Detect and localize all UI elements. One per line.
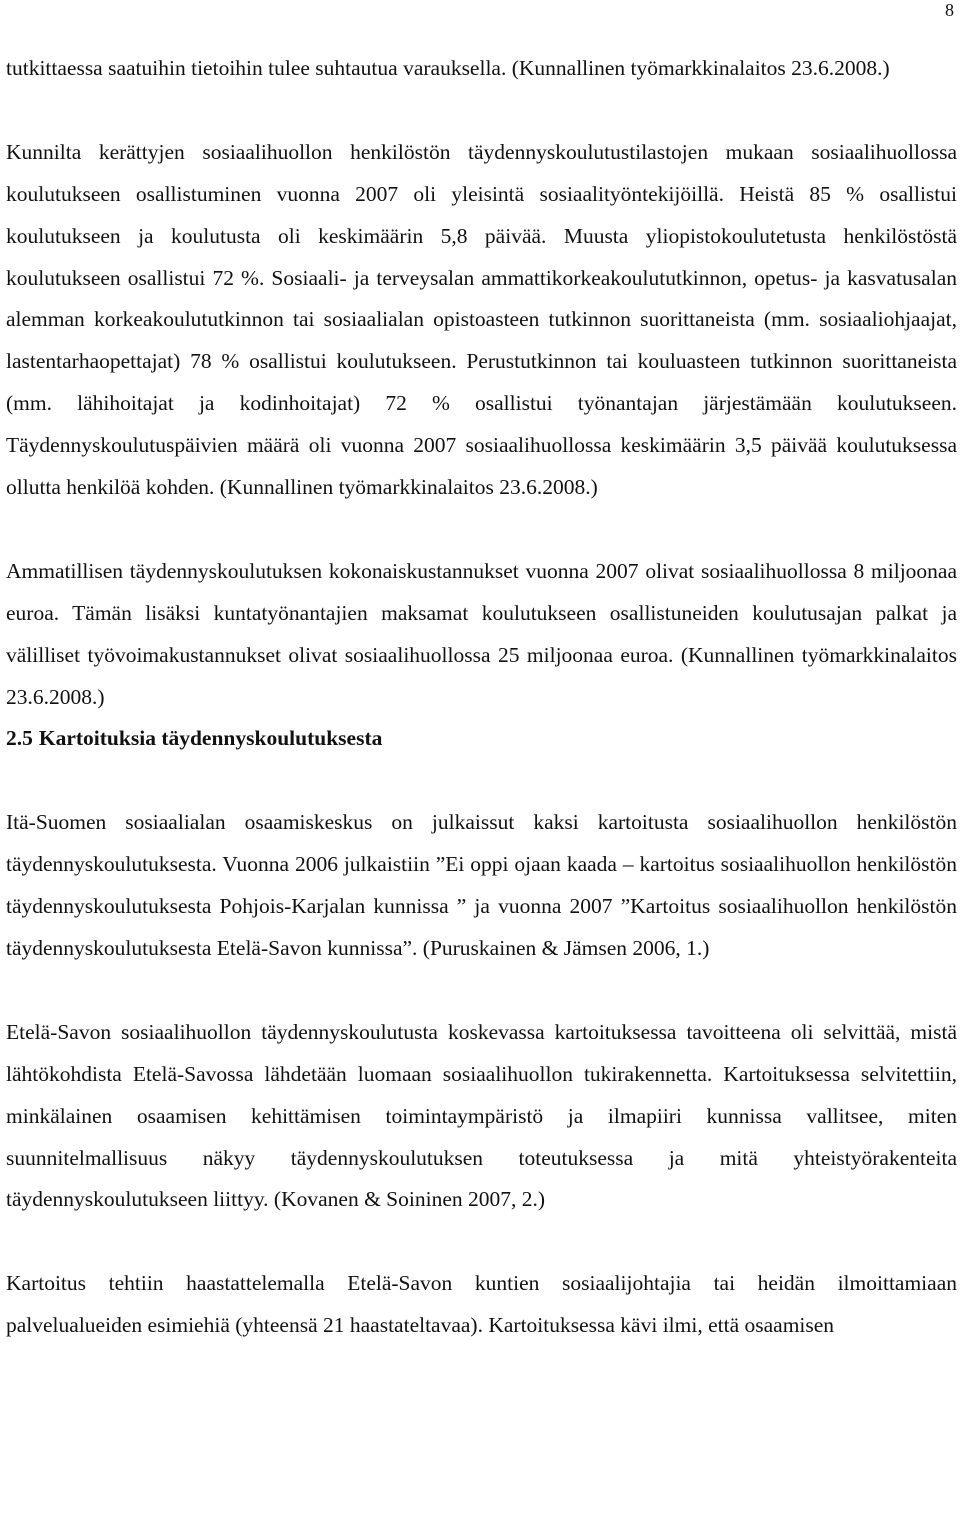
paragraph: Etelä-Savon sosiaalihuollon täydennyskoulutusta koskevassa kartoituksessa tavoitteena oli selvittää, mistä lähtökohdista Etelä-Savossa lähdetään luomaan sosiaalihuollon tukirakennetta. Kartoituksessa selvitettiin, minkälainen osaamisen kehittämisen toimintaympäristö ja ilmapiiri kunnissa vallitsee, miten suunnitelmallisuus näkyy täydennyskoulutuksen toteutuksessa ja mitä yhteistyörakenteita täydennyskoulutukseen liittyy. (Kovanen & Soininen 2007, 2.) <box>6 1019 957 1212</box>
section-number: 2.5 <box>6 726 33 751</box>
paragraph: tutkittaessa saatuihin tietoihin tulee suhtautua varauksella. (Kunnallinen työmarkkinalaitos 23.6.2008.) <box>6 56 890 80</box>
paragraph: Ammatillisen täydennyskoulutuksen kokonaiskustannukset vuonna 2007 olivat sosiaalihuollossa 8 miljoonaa euroa. Tämän lisäksi kuntatyönantajien maksamat koulutukseen osallistuneiden koulutusajan palkat ja välilliset työvoimakustannukset olivat sosiaalihuollossa 25 miljoonaa euroa. (Kunnallinen työmarkkinalaitos 23.6.2008.) <box>6 558 957 709</box>
section-title: Kartoituksia täydennyskoulutuksesta <box>38 726 383 751</box>
paragraph: Itä-Suomen sosiaalialan osaamiskeskus on julkaissut kaksi kartoitusta sosiaalihuollon henkilöstön täydennyskoulutuksesta. Vuonna 2006 julkaistiin ”Ei oppi ojaan kaada – kartoitus sosiaalihuollon henkilöstön täydennyskoulutuksesta Pohjois-Karjalan kunnissa ” ja vuonna 2007 ”Kartoitus sosiaalihuollon henkilöstön täydennyskoulutuksesta Etelä-Savon kunnissa”. (Puruskainen & Jämsen 2006, 1.) <box>6 810 957 960</box>
section-heading <box>6 718 957 760</box>
paragraph: Kunnilta kerättyjen sosiaalihuollon henkilöstön täydennyskoulutustilastojen mukaan sosiaalihuollossa koulutukseen osallistuminen vuonna 2007 oli yleisintä sosiaalityöntekijöillä. Heistä 85 % osallistui koulutukseen ja koulutusta oli keskimäärin 5,8 päivää. Muusta yliopistokoulutetusta henkilöstöstä koulutukseen osallistui 72 %. Sosiaali- ja terveysalan ammattikorkeakoulututkinnon, opetus- ja kasvatusalan alemman korkeakoulututkinnon tai sosiaalialan opistoasteen tutkinnon suorittaneista (mm. sosiaaliohjaajat, lastentarhaopettajat) 78 % osallistui koulutukseen. Perustutkinnon tai kouluasteen tutkinnon suorittaneista (mm. lähihoitajat ja kodinhoitajat) 72 % osallistui työnantajan järjestämään koulutukseen. Täydennyskoulutuspäivien määrä oli vuonna 2007 sosiaalihuollossa keskimäärin 3,5 päivää koulutuksessa ollutta henkilöä kohden. (Kunnallinen työmarkkinalaitos 23.6.2008.) <box>6 139 957 500</box>
page-number: 8 <box>945 0 954 20</box>
paragraph: Kartoitus tehtiin haastattelemalla Etelä-Savon kuntien sosiaalijohtajia tai heidän ilmoittamiaan palvelualueiden esimiehiä (yhteensä 21 haastateltavaa). Kartoituksessa kävi ilmi, että osaamisen <box>6 1271 957 1338</box>
document-body <box>6 48 957 1347</box>
